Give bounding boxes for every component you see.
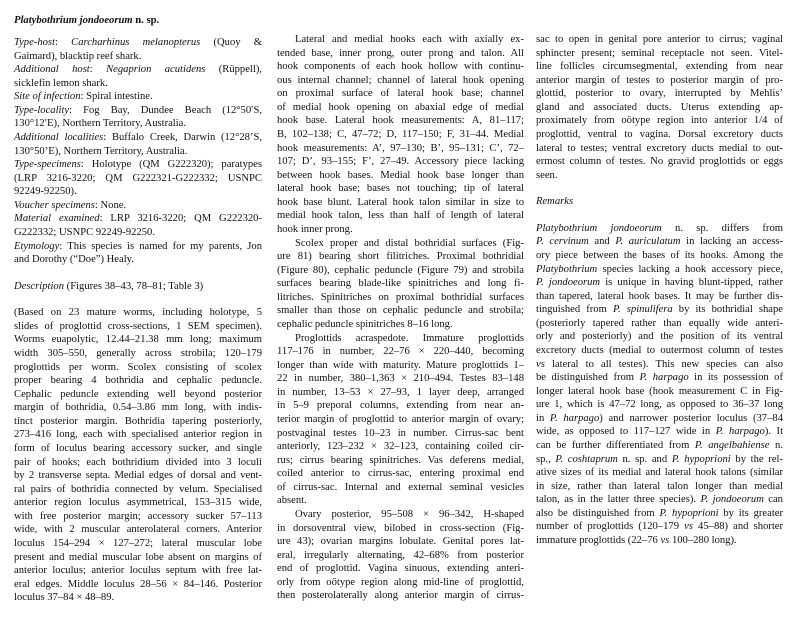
text-line [536,480,783,494]
text-line [536,358,783,372]
text-line [277,549,524,563]
text-line [14,117,262,131]
text-run: than tapered, lateral hook bases. It may be further dis- [536,290,783,302]
text-line [14,551,262,565]
text-line [14,496,262,510]
text-run: : [89,64,107,76]
text-run: : Buffalo Creek, Darwin (12°28’S, [103,131,262,143]
text-line [14,185,262,199]
text-run: Scolex proper and distal bothridial surfaces (Fig- [295,237,524,249]
italic-text: Etymology [14,240,60,252]
text-run: talon, as in the latter three species). [536,494,701,506]
text-line [14,63,262,77]
text-line [14,523,262,537]
text-run: is unique in having blunt-tipped, rather [600,277,783,289]
text-run: hook base. Lateral hook measurements: A, 81–117; [277,115,524,127]
italic-text: Type-locality [14,104,70,116]
text-run: in size, rather than lateral talon longer than medial [536,480,783,492]
text-line [14,578,262,592]
text-run: ous internal channel; channel of lateral hook opening [277,74,524,86]
italic-text: Voucher specimens [14,199,95,211]
text-line [536,101,783,115]
text-line [536,222,783,236]
text-line [14,320,262,334]
text-run: proximately from oötype region into anterior 1/4 of [536,115,783,127]
text-run: surfaces bearing blade-like spinitriches and long fi- [277,278,524,290]
species-title [14,14,262,28]
text-run: ral pairs of bothridia connected by velum. Specialised [14,483,262,495]
text-run: margin of bothridia, 0.54–3.86 mm long, with indis- [14,402,262,414]
italic-text: vs [684,521,693,533]
text-run: sp., [536,453,556,465]
text-run: Gaimard), blacktip reef shark. [14,50,142,62]
text-line [277,427,524,441]
text-run: n. [769,439,783,451]
text-line [277,413,524,427]
text-run: be distinguished from [536,372,640,384]
text-line [14,90,262,104]
text-line [14,50,262,64]
text-run: ure 1, which is 47–72 long, as opposed to 36–37 long [536,399,783,411]
text-line [14,226,262,240]
text-line [277,60,524,74]
text-line [277,494,524,508]
text-line [536,142,783,156]
text-run: (Figures 38–43, 78–81; Table 3) [64,280,204,292]
text-line [277,277,524,291]
text-line [536,425,783,439]
text-line [277,47,524,61]
text-line [14,158,262,172]
text-line [14,104,262,118]
text-line [277,576,524,590]
text-line [14,212,262,226]
italic-text: vs [536,358,545,370]
text-run: 100–280 long). [669,534,737,546]
text-run: 107; D’, 93–155; F’, 27–49. Accessory piece lacking [277,156,524,168]
italic-text: P. jondoeorum [700,494,764,506]
text-line [536,235,783,249]
text-line [536,195,783,209]
italic-text: Negaprion acutidens [106,64,206,76]
italic-text: Additional localities [14,131,104,143]
text-run: hook inner prong. [277,223,353,235]
text-line [277,467,524,481]
text-run: lateral to testes; ventral excretory ducts medial to out- [536,142,783,154]
text-run: can [763,494,783,506]
text-run: G222332; USNPC 92249-92250. [14,226,155,238]
text-run: of cirrus-sac. Internal and external seminal vesicles [277,481,524,493]
text-line [277,128,524,142]
italic-text: P. cervinum [536,236,589,248]
text-run: B, 102–138; C, 47–72; D, 117–150; F, 31–44. Medial [277,128,524,140]
italic-text: Platybothrium jondoeorum [536,222,662,234]
text-run: sicklefin lemon shark. [14,77,108,89]
text-run: hook base blunt. Lateral hook talon similar in size to [277,196,524,208]
text-line [295,33,524,47]
text-line [14,591,262,605]
text-run: tinguished from [536,304,613,316]
text-line [536,47,783,61]
text-line [277,454,524,468]
text-run: (Based on 23 mature worms, including holotype, 5 [14,307,262,319]
text-run: line follicles circumsegmental, extending from near [536,61,783,73]
text-line [14,428,262,442]
italic-text: vs [660,534,670,546]
text-run: 130°50’E), Northern Territory, Australia. [14,145,188,157]
text-line [277,209,524,223]
text-run: ermost column of testes. No gravid proglottids or eggs [536,156,783,168]
text-line [14,280,262,294]
text-run: longer than wide with maturity. Mature proglottids 1– [277,359,524,371]
italic-text: Platybothrium [536,263,598,275]
text-run: gland and associated ducts. Uterus extending ap- [536,101,783,113]
text-run: form of loculus bearing accessory sucker, and single [14,442,262,454]
text-line [14,483,262,497]
text-run: width 305–550, generally across strobila; 120–179 [14,347,262,359]
italic-text: P. auriculatum [615,236,681,248]
text-line [536,60,783,74]
text-line [536,276,783,290]
text-run: longer lateral hook base (hook measurement C in Fig- [536,385,783,397]
text-run: n. sp. differs from [661,222,783,234]
text-run: Lateral and medial hooks each with axially ex- [295,34,524,45]
text-run: ure 43); ovarian margins lobulate. Genital pores lat- [277,536,524,548]
text-line [277,291,524,305]
text-run: on proximal surface of lateral hook base; channel [277,88,524,100]
text-line [14,537,262,551]
italic-text: P. hypoprioni [671,453,731,465]
text-run: (posteriorly tapered rather than equally wide anteri- [536,317,783,329]
text-run: Proglottids acraspedote. Immature proglottids [295,332,524,344]
italic-text: Material examined [14,213,100,225]
text-run: 92249-92250). [14,186,77,198]
text-run: ) and narrower posterior loculus (37–84 [599,412,783,424]
text-line [536,263,783,277]
text-line [14,240,262,254]
text-run: then posterolaterally along anterior margin of cirrus- [277,590,524,602]
text-run: by its bothridial shape [672,304,784,316]
text-line [536,385,783,399]
text-run: end of proglottid. Vagina sinuous, extending anteri- [277,563,524,575]
text-run: medial hook talon, less than half of length of lateral [277,210,524,222]
text-run: 273–416 long, each with specialised anterior region in [14,429,262,441]
text-line [536,412,783,426]
text-line [536,249,783,263]
text-line [14,306,262,320]
text-line [536,74,783,88]
text-line [277,304,524,318]
italic-text: P. jondoeorum [536,277,601,289]
text-line [14,510,262,524]
text-line [14,347,262,361]
text-line [277,223,524,237]
text-run: : None. [94,199,127,211]
text-run: : Fog Bay, Dundee Beach (12°50′S, [69,104,262,116]
text-line [536,114,783,128]
italic-text: P. hypoprioni [659,507,719,519]
italic-text: Description [14,280,65,292]
text-line [277,114,524,128]
text-line [277,318,524,332]
text-run: number of proglottids (120–179 [536,521,685,533]
text-line [277,155,524,169]
text-line [536,87,783,101]
species-title-name: Platybothrium jondoeorum [14,15,133,26]
text-line [277,372,524,386]
text-line [277,522,524,536]
text-run: coiled anterior to cirrus-sac, entering proximal end [277,468,524,480]
text-run: tinct posterior margin. Bothridia tapering posteriorly, [14,415,262,427]
text-run: n. sp. and [617,453,672,465]
text-line [277,399,524,413]
text-line [536,303,783,317]
text-run: : Holotype (QM G222320); paratypes [80,159,262,171]
text-run: orly from oötype region along mid-line of proglottid, [277,576,524,588]
text-line [277,589,524,603]
text-run: postvaginal testes 10–23 in number. Cirrus-sac bent [277,427,524,439]
text-line [277,345,524,359]
text-run: in 5–9 preporal columns, extending from near an- [277,400,524,412]
text-run: wide, as opposed to 117–127 wide in [536,426,716,438]
text-run: : LRP 3216-3220; QM G222320- [99,213,262,225]
italic-text: P. harpago [549,412,600,424]
species-title-suffix: n. sp. [132,15,160,26]
text-line [536,371,783,385]
text-run: ). It [764,426,784,438]
text-run: proglottid, ventral to vagina. Dorsal excretory ducts [536,128,783,140]
text-line [277,101,524,115]
text-run: immature proglottids (22–76 [536,534,661,546]
text-line [536,128,783,142]
text-run: cephalic peduncle spinitriches 8–16 long. [277,318,453,330]
text-line [536,534,783,548]
text-run: loculus 154–294 × 127–272; lateral muscular lobe [14,537,262,549]
text-line [277,264,524,278]
text-line [277,440,524,454]
text-run: and Dorothy (“Doe”) Healy. [14,254,134,266]
text-run: Ovary posterior, 95–508 × 96–342, H-shaped [295,508,524,520]
text-run: lateral to all testes). This new species can also [544,358,783,370]
text-line [277,87,524,101]
text-line [14,442,262,456]
text-run: can be further differentiated from [536,439,695,451]
text-run: eral edges. Middle loculus 28–56 × 84–146. Posterior [14,578,262,590]
text-run: species lacking a hook accessory piece, [597,263,783,275]
text-line [536,290,783,304]
text-line [14,77,262,91]
text-line [277,182,524,196]
text-run: ory piece between the bases of its hooks. Among the [536,249,783,261]
text-line [14,36,262,50]
text-run: ative sizes of its medial and lateral hook talons (similar [536,467,783,479]
text-run: (Quoy & [200,37,262,48]
text-run: by 2 transverse septa. Medial edges of dorsal and vent- [14,470,262,482]
text-line [295,508,524,522]
text-run: tended base, inner prong, outer prong and talon. All [277,47,524,59]
text-line [14,172,262,186]
text-line [14,145,262,159]
text-run: Worms euapolytic, 12.44–21.38 mm long; maximum [14,334,262,346]
text-line [295,332,524,346]
text-run: in dorsoventral view, bilobed in cross-section (Fig- [277,522,524,534]
text-line [14,374,262,388]
text-line [277,481,524,495]
text-line [14,388,262,402]
text-run: anterior region loculus asymmetrical, 153–315 wide, [14,497,262,509]
text-run: with free posterior margin; accessory sucker 57–113 [14,510,262,522]
text-line [536,398,783,412]
italic-text: P. coshtaprum [555,453,618,465]
text-line [536,520,783,534]
text-run: in lacking an access- [680,236,783,248]
text-line [536,155,783,169]
italic-text: Remarks [536,196,574,208]
text-run: hook components of each hook hollow with continu- [277,61,524,73]
italic-text: P. spinulifera [612,304,673,316]
text-line [277,196,524,210]
italic-text: Type-host [14,37,55,48]
text-run: absent. [277,495,307,507]
text-run: present and medial muscular lobe absent on margins of [14,551,262,563]
text-run: (Figure 80), cephalic peduncle (Figure 79) and strobila [277,264,524,276]
text-run: terior margin of proglottid to anterior margin of ovary; [277,413,524,425]
text-run: proglottids per worm. Scolex consisting of scolex [14,361,262,373]
text-run: orly and posteriorly) and the position of its ventral [536,331,783,343]
text-line [277,250,524,264]
text-run: pair of hooks; each bothridium divided into 3 loculi [14,456,262,468]
italic-text: P. harpago [715,426,765,438]
text-run: and [588,236,616,248]
italic-text: P. angelbahiense [694,439,770,451]
text-run: anterior margin of testes to posterior margin of pro- [536,74,783,86]
text-run: seen. [536,169,558,181]
text-line [14,564,262,578]
text-run: eral, irregularly alternating, 42–68% from posterior [277,549,524,561]
text-run: also be distinguished from [536,507,660,519]
text-run: 45–88) and shorter [692,521,783,533]
text-line [14,401,262,415]
text-line [536,33,783,47]
text-line [277,169,524,183]
text-run: anterior loculus; anterior loculus septum with free lat- [14,565,262,577]
italic-text: Site of infection [14,91,81,103]
text-line [14,333,262,347]
text-run: in number, 13–53 × 27–93, 1 layer deep, arranged [277,386,524,398]
text-line [277,74,524,88]
text-line [14,199,262,213]
text-line [14,361,262,375]
text-run: Cephalic peduncle extending well beyond posterior [14,388,262,400]
text-run: 117–176 in number, 22–76 × 220–440, becoming [277,346,524,358]
text-run: sac to open in genital pore anterior to cirrus; vaginal [536,34,783,45]
text-line [536,466,783,480]
text-run: excretory ducts (medial to outermost column of testes [536,344,783,356]
text-run: by the rel- [730,453,783,465]
text-line [536,330,783,344]
text-run: glottid, posterior to ovary, interrupted by Mehlis’ [536,88,783,100]
text-line [14,415,262,429]
text-run: by its greater [718,507,783,519]
text-run: between hook bases. Medial hook base longer than [277,169,524,181]
text-run: 130°12′E), Northern Territory, Australia. [14,118,187,130]
text-run: rus; cirrus bearing spinitriches. Vas deferens medial, [277,454,524,466]
text-line [295,237,524,251]
text-line [536,317,783,331]
text-line [277,359,524,373]
text-line [277,535,524,549]
text-run: in its possession of [688,372,783,384]
text-line [277,386,524,400]
text-run: anteriorly, 123–232 × 32–123, containing coiled cir- [277,441,524,453]
text-run: slides of proglottid cross-sections, 1 SEM specimen). [14,320,262,332]
text-run: loculus 37–84 × 48–89. [14,592,115,604]
text-run: in [536,412,550,424]
text-run: wide, with 2 muscular anterolateral corners. Anterior [14,524,262,536]
text-line [14,456,262,470]
text-run: sphincter present; seminal receptacle not seen. Vitel- [536,47,783,59]
text-run: (LRP 3216-3220; QM G222321-G222332; USNPC [14,172,262,184]
text-line [14,253,262,267]
italic-text: Additional host [14,64,90,76]
italic-text: Type-specimens [14,159,81,171]
text-line [536,169,783,183]
text-run: proper bearing 4 bothridia and cephalic peduncle. [14,375,262,387]
text-line [277,142,524,156]
text-run: ure 81) bearing short filitriches. Proximal bothridial [277,251,524,263]
text-run: : This species is named for my parents, Jon [59,240,262,252]
text-run: smaller than those on cephalic peduncle and strobila; [277,305,524,317]
italic-text: P. harpago [639,372,689,384]
text-line [536,344,783,358]
text-line [14,131,262,145]
text-run: : Spiral intestine. [80,91,153,103]
text-run: lateral hook base; bases not touching; tip of lateral [277,183,524,195]
text-run: hook measurements: A’, 97–130; B’, 95–131; C’, 72– [277,142,524,154]
text-run: 22 in number, 380–1,363 × 210–494. Testes 83–148 [277,373,524,385]
text-line [536,507,783,521]
italic-text: Carcharhinus melanopterus [71,37,201,48]
text-line [536,493,783,507]
text-run: litriches. Spinitriches on proximal bothridial surfaces [277,291,524,303]
text-line [536,453,783,467]
text-line [14,469,262,483]
text-run: : [55,37,72,48]
text-run: (Rüppell), [205,64,262,76]
text-line [536,439,783,453]
text-line [277,562,524,576]
text-run: of medial hook opening on abaxial edge of medial [277,101,524,113]
